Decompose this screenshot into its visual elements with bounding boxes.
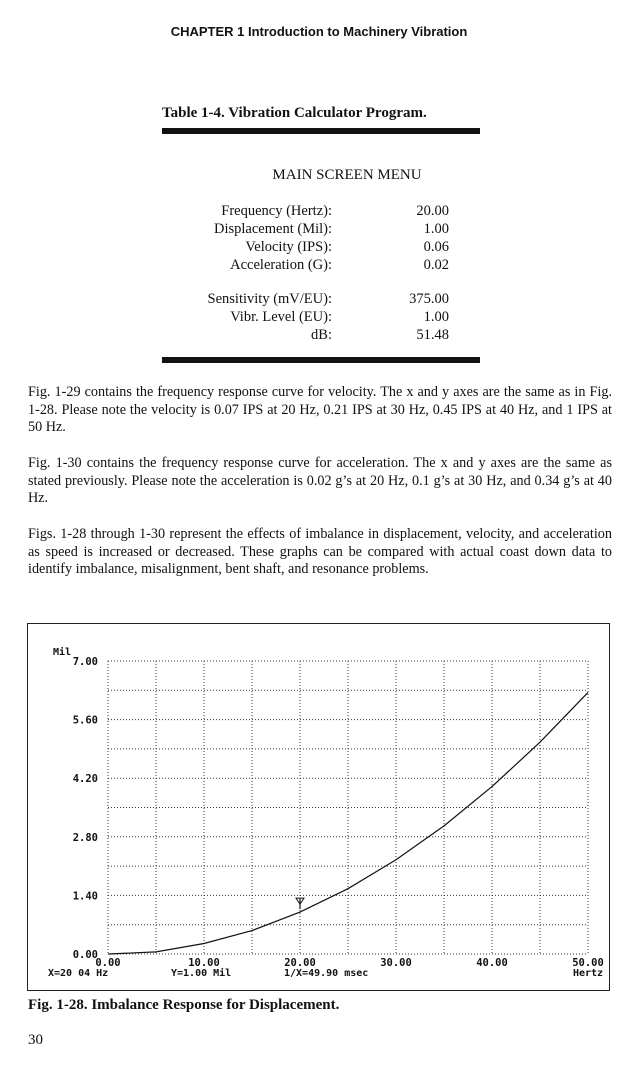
- chapter-header: CHAPTER 1 Introduction to Machinery Vibration: [170, 24, 468, 39]
- x-tick-label: 50.00: [572, 957, 604, 969]
- x-tick-label: 10.00: [188, 957, 220, 969]
- menu-label: Frequency (Hertz):: [221, 203, 332, 219]
- menu-row-displacement: [100, 221, 470, 239]
- period-readout: 1/X=49.90 msec: [284, 968, 369, 979]
- menu-value: 51.48: [416, 327, 449, 343]
- menu-value: 1.00: [423, 221, 449, 237]
- y-tick-label: 4.20: [72, 773, 98, 786]
- figure-caption: Fig. 1-28. Imbalance Response for Displacement.: [28, 997, 340, 1013]
- table-title: Table 1-4. Vibration Calculator Program.: [162, 105, 427, 121]
- menu-label: Sensitivity (mV/EU):: [207, 291, 332, 307]
- x-readout: X=20 04 Hz: [48, 968, 109, 979]
- menu-row-frequency: [100, 203, 470, 221]
- page-number: 30: [28, 1032, 43, 1048]
- y-tick-label: 1.40: [72, 890, 98, 903]
- menu-row-acceleration: [100, 257, 470, 275]
- menu-value: 375.00: [409, 291, 449, 307]
- table-top-rule: [162, 128, 480, 134]
- menu-value: 20.00: [416, 203, 449, 219]
- x-tick-label: 30.00: [380, 957, 412, 969]
- displacement-chart: [28, 624, 608, 989]
- menu-label: dB:: [311, 327, 332, 343]
- y-readout: Y=1.00 Mil: [171, 968, 232, 979]
- menu-value: 0.06: [423, 239, 449, 255]
- menu-value: 1.00: [423, 309, 449, 325]
- y-tick-label: 2.80: [72, 831, 98, 844]
- menu-row-sensitivity: [100, 291, 470, 309]
- y-axis-label: Mil: [53, 647, 72, 658]
- table-bottom-rule: [162, 357, 480, 363]
- menu-row-db: [100, 327, 470, 345]
- menu-row-velocity: [100, 239, 470, 257]
- figure-frame: [27, 623, 610, 991]
- menu-row-vibr-level: [100, 309, 470, 327]
- paragraph-acceleration: Fig. 1-30 contains the frequency response curve for acceleration. The x and y axes are the same as stated previously. Please note the acceleration is 0.02 g’s at 20 Hz, 0.1 g’s at 30 Hz, and 0.34 g’s at 40 Hz.: [28, 455, 612, 506]
- menu-label: Displacement (Mil):: [214, 221, 332, 237]
- x-tick-label: 40.00: [476, 957, 508, 969]
- menu-label: Acceleration (G):: [230, 257, 332, 273]
- x-tick-label: 0.00: [95, 957, 121, 969]
- x-axis-label: Hertz: [572, 968, 604, 979]
- paragraph-velocity: Fig. 1-29 contains the frequency response curve for velocity. The x and y axes are the same as in Fig. 1-28. Please note the velocity is 0.07 IPS at 20 Hz, 0.21 IPS at 30 Hz, 0.45 IPS at 40 Hz, and 1 IPS at 50 Hz.: [28, 384, 612, 435]
- menu-title: MAIN SCREEN MENU: [272, 167, 422, 183]
- y-tick-label: 0.00: [72, 949, 98, 961]
- menu-label: Velocity (IPS):: [245, 239, 332, 255]
- menu-label: Vibr. Level (EU):: [230, 309, 332, 325]
- paragraph-imbalance: Figs. 1-28 through 1-30 represent the effects of imbalance in displacement, velocity, and acceleration as speed is increased or decreased. These graphs can be compared with actual coast down data to identify imbalance, misalignment, bent shaft, and resonance problems.: [28, 526, 612, 577]
- y-tick-label: 5.60: [72, 714, 98, 727]
- menu-value: 0.02: [423, 257, 449, 273]
- x-tick-label: 20.00: [284, 957, 316, 969]
- y-tick-label: 7.00: [72, 656, 98, 668]
